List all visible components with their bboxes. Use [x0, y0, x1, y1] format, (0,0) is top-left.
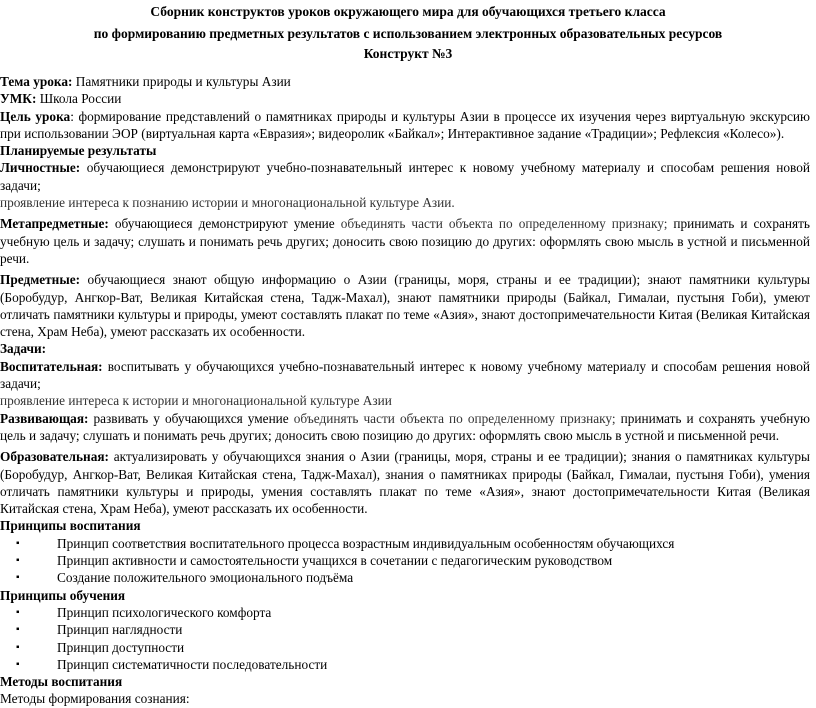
lesson-goal-label: Цель урока	[0, 108, 71, 124]
meta-label: Метапредметные:	[0, 216, 109, 232]
construct-number: Конструкт №3	[363, 46, 453, 61]
planned-results-heading	[0, 142, 810, 159]
bullet-icon: ▪	[16, 555, 20, 567]
meta-value-b: объединять части объекта по определенному признаку;	[340, 216, 668, 232]
meta-value-c: принимать и сохранять учебную цель и задачу; слушать и понимать речь других; доносить свою позицию до других: оформлять свою мысль в устной и письменной речи.	[0, 216, 810, 266]
personal-results-cont: проявление интереса к познанию истории и многонациональной культуре Азии.	[0, 195, 455, 211]
upbringing-principles-list	[0, 535, 810, 587]
list-item	[0, 656, 810, 673]
bullet-icon: ▪	[16, 658, 20, 670]
document-body	[0, 73, 810, 708]
educational-task	[0, 358, 810, 393]
meta-value-a: обучающиеся демонстрируют умение	[108, 216, 341, 232]
umk-value: Школа России	[36, 91, 122, 107]
bullet-icon: ▪	[16, 624, 20, 636]
list-item-text: Принцип соответствия воспитательного процесса возрастным индивидуальным особенностям обучающихся	[57, 535, 675, 551]
list-item	[0, 621, 810, 638]
meta-results	[0, 215, 810, 267]
lesson-topic	[0, 73, 810, 90]
personal-results	[0, 159, 810, 194]
list-item-text: Принцип систематичности последовательности	[57, 656, 328, 672]
teaching-principles-heading-text: Принципы обучения	[0, 587, 126, 603]
list-item-text: Принцип наглядности	[57, 622, 183, 638]
tasks-heading-text: Задачи:	[0, 341, 47, 357]
methods-heading	[0, 673, 810, 690]
lesson-topic-label: Тема урока:	[0, 74, 73, 89]
lesson-goal-value: : формирование представлений о памятниках природы и культуры Азии в процессе их изучения через виртуальную экскурсию при использовании ЭОР (виртуальная карта «Евразия»; видеоролик «Байкал»; Интерактивное задание «Традиции»; Рефлексия «Колесо»).	[0, 108, 810, 141]
educational-value: воспитывать у обучающихся учебно-познавательный интерес к новому учебному материалу и способам решения новой задачи;	[0, 358, 810, 392]
developing-value-c: принимать и сохранять учебную цель и задачу; слушать и понимать речь других; доносить свою позицию до других: оформлять свою мысль в устной и письменной речи.	[0, 410, 810, 443]
planned-results-heading-text: Планируемые результаты	[0, 143, 157, 159]
methods-heading-text: Методы воспитания	[0, 674, 123, 690]
list-item	[0, 604, 810, 621]
list-item-text: Принцип активности и самостоятельности учащихся в сочетании с педагогическим руководством	[57, 553, 613, 569]
umk-label: УМК:	[0, 91, 37, 107]
developing-task	[0, 410, 810, 445]
educational-label: Воспитательная:	[0, 358, 103, 374]
list-item	[0, 569, 810, 586]
personal-label: Личностные:	[0, 160, 81, 176]
upbringing-principles-heading	[0, 517, 810, 534]
bullet-icon: ▪	[16, 537, 20, 549]
upbringing-principles-heading-text: Принципы воспитания	[0, 518, 141, 534]
bullet-icon: ▪	[16, 572, 20, 584]
list-item	[0, 552, 810, 569]
umk	[0, 90, 810, 107]
list-item	[0, 639, 810, 656]
list-item-text: Принцип доступности	[57, 639, 185, 655]
bullet-icon: ▪	[16, 606, 20, 618]
document-title-line-1: Сборник конструктов уроков окружающего мира для обучающихся третьего класса	[150, 4, 666, 19]
educational-task-cont: проявление интереса к истории и многонациональной культуре Азии	[0, 393, 392, 409]
subject-label: Предметные:	[0, 272, 81, 288]
developing-value-b: объединять части объекта по определенному признаку;	[293, 410, 616, 426]
list-item-text: Создание положительного эмоционального подъёма	[57, 570, 354, 586]
teaching-principles-heading	[0, 587, 810, 604]
developing-value-a: развивать у обучающихся умение	[88, 410, 294, 426]
developing-label: Развивающая:	[0, 410, 89, 426]
tasks-heading	[0, 340, 810, 357]
document-title-line-2: по формированию предметных результатов с использованием электронных образовательных ресурсов	[93, 26, 723, 41]
methods-subheading: Методы формирования сознания:	[0, 691, 190, 707]
personal-value: обучающиеся демонстрируют учебно-познавательный интерес к новому учебному материалу и способам решения новой задачи;	[0, 160, 810, 193]
formative-label: Образовательная:	[0, 449, 109, 465]
list-item-text: Принцип психологического комфорта	[57, 604, 272, 620]
formative-value: актуализировать у обучающихся знания о Азии (границы, моря, страны и ее традиции); знания о памятниках культуры (Боробудур, Ангкор-Ват, Великая Китайская стена, Тадж-Махал), знания о памятниках природы (Байкал, Гималаи, пустыня Гоби), умения отличать памятники культуры и природы, умения составлять плакат по теме «Азия», знают достопримечательности Китая (Великая Китайская стена, Храм Неба), умеют рассказать их особенности.	[0, 449, 810, 517]
subject-value: обучающиеся знают общую информацию о Азии (границы, моря, страны и ее традиции); знают памятники культуры (Боробудур, Ангкор-Ват, Великая Китайская стена, Тадж-Махал), знают памятники природы (Байкал, Гималаи, пустыня Гоби), умеют отличать памятники культуры и природы, умеют составлять плакат по теме «Азия», знают достопримечательности Китая (Великая Китайская стена, Храм Неба), умеют рассказать их особенности.	[0, 272, 810, 340]
formative-task	[0, 448, 810, 517]
subject-results	[0, 271, 810, 340]
list-item	[0, 535, 810, 552]
lesson-goal	[0, 108, 810, 143]
lesson-topic-value: Памятники природы и культуры Азии	[72, 74, 291, 89]
teaching-principles-list	[0, 604, 810, 673]
bullet-icon: ▪	[16, 641, 20, 653]
